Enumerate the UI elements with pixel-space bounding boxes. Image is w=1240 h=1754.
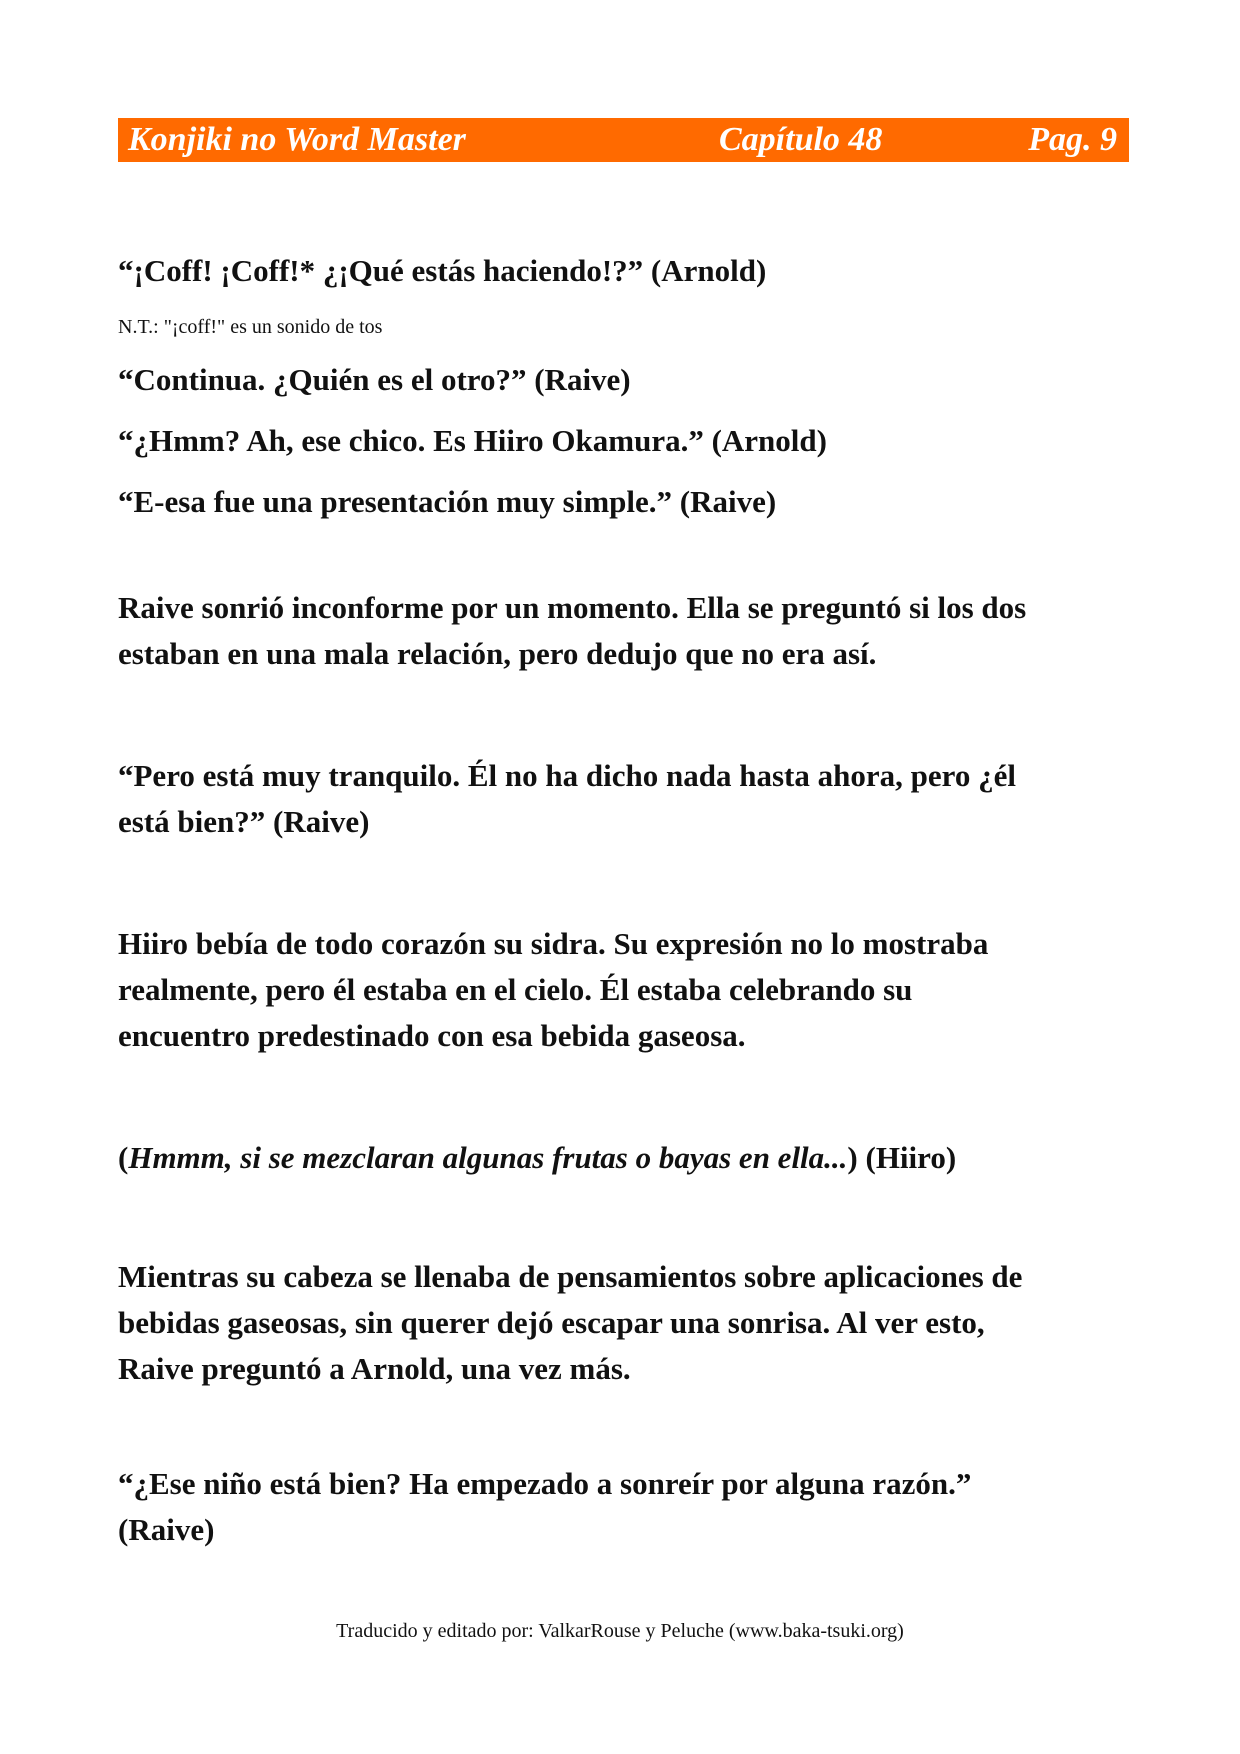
dialogue-line-3: “¿Hmm? Ah, ese chico. Es Hiiro Okamura.” (Arnold) [118,423,827,458]
narration-paragraph-2: Hiiro bebía de todo corazón su sidra. Su expresión no lo mostraba realmente, pero él estaba en el cielo. Él estaba celebrando su encuentro predestinado con esa bebida gaseosa. [118,926,989,1053]
dialogue-paragraph-5: “Pero está muy tranquilo. Él no ha dicho nada hasta ahora, pero ¿él está bien?” (Raive) [118,758,1016,839]
header-chapter: Capítulo 48 [719,121,883,158]
dialogue-line-1: “¡Coff! ¡Coff!* ¿¡Qué estás haciendo!?” (Arnold) [118,253,767,288]
thought-italic-text: Hmmm, si se mezclaran algunas frutas o bayas en ella... [128,1140,848,1175]
page-footer: Traducido y editado por: ValkarRouse y Peluche (www.baka-tsuki.org) [336,1620,904,1642]
header-page-number: Pag. 9 [1028,121,1117,158]
narration-paragraph-1: Raive sonrió inconforme por un momento. Ella se preguntó si los dos estaban en una mala relación, pero dedujo que no era así. [118,590,1027,671]
narration-paragraph-3: Mientras su cabeza se llenaba de pensamientos sobre aplicaciones de bebidas gaseosas, sin querer dejó escapar una sonrisa. Al ver esto, Raive preguntó a Arnold, una vez más. [118,1259,1023,1386]
translator-note: N.T.: "¡coff!" es un sonido de tos [118,316,383,338]
header-title: Konjiki no Word Master [128,121,466,158]
dialogue-line-4: “E-esa fue una presentación muy simple.” (Raive) [118,484,777,519]
dialogue-paragraph-6: “¿Ese niño está bien? Ha empezado a sonreír por alguna razón.” (Raive) [118,1466,972,1547]
dialogue-line-2: “Continua. ¿Quién es el otro?” (Raive) [118,362,631,397]
thought-line: (Hmmm, si se mezclaran algunas frutas o bayas en ella...) (Hiiro) [118,1140,957,1175]
page-header [118,118,1129,162]
